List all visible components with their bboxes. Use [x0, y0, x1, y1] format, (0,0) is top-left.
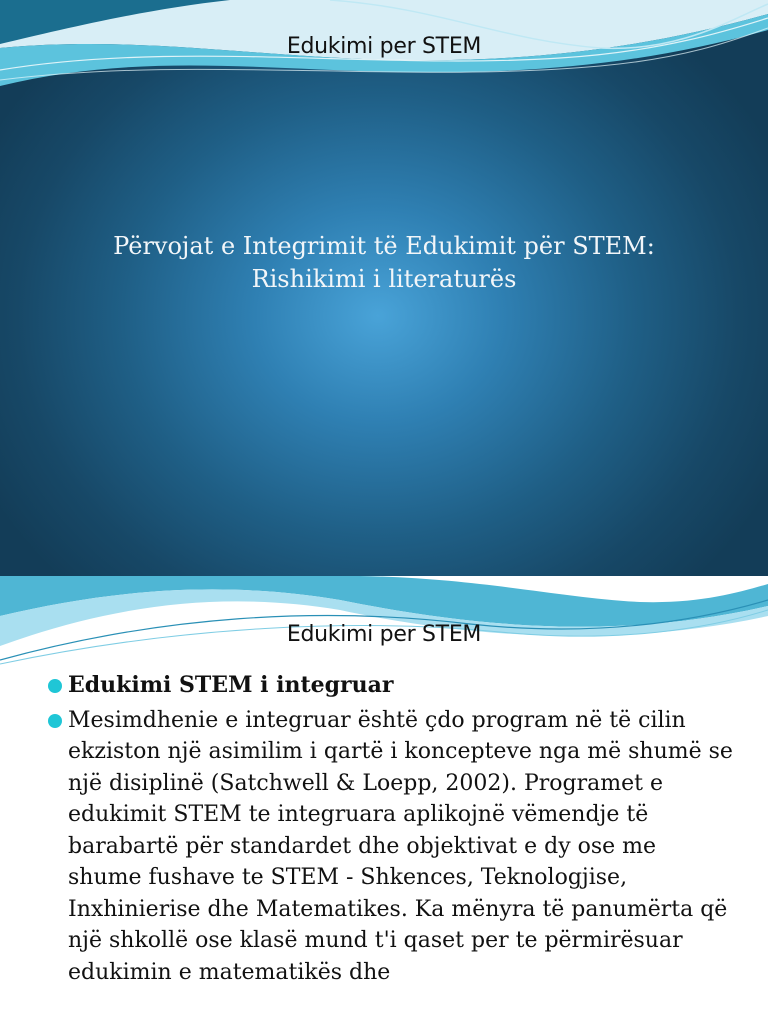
bullet-list	[46, 670, 736, 988]
bullet-item	[46, 705, 736, 989]
subtitle-line-1: Përvojat e Integrimit të Edukimit për STEM:	[113, 232, 655, 260]
subtitle-line-2: Rishikimi i literaturës	[251, 265, 517, 293]
decorative-wave-header	[0, 576, 768, 666]
bullet-item	[46, 670, 736, 702]
bullet-dot-icon	[48, 679, 62, 693]
bullet-dot-icon	[48, 714, 62, 728]
content-slide	[0, 576, 768, 1024]
bullet-text: Mesimdhenie e integruar është çdo program në të cilin ekziston një asimilim i qartë i koncepteve nga më shumë se një disiplinë (Satchwell & Loepp, 2002). Programet e edukimit STEM te integruara aplikojnë vëmendje të barabartë për standardet dhe objektivat e dy ose me shume fushave te STEM - Shkences, Teknologjise, Inxhinierise dhe Matematikes. Ka mënyra të panumërta që një shkollë ose klasë mund t'i qaset per te përmirësuar edukimin e matematikës dhe	[68, 707, 733, 985]
bullet-text: Edukimi STEM i integruar	[68, 672, 394, 698]
slide-title: Edukimi per STEM	[286, 622, 482, 647]
slide-subtitle	[30, 230, 738, 296]
slide-title: Edukimi per STEM	[286, 34, 482, 59]
